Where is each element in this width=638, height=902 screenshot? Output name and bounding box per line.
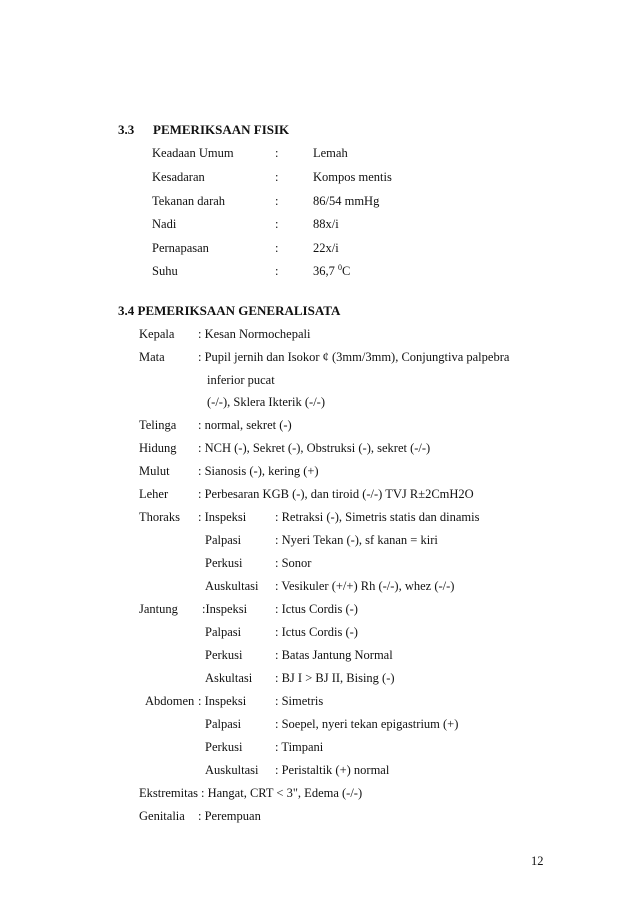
exam-sublabel: Palpasi (205, 717, 242, 731)
exam-sublabel: Palpasi (205, 625, 242, 639)
exam-label: Leher (139, 487, 169, 501)
exam-sublabel: Askultasi (205, 671, 253, 685)
exam-label: Kepala (139, 327, 175, 341)
exam-sublabel: Perkusi (205, 740, 243, 754)
vital-value: 88x/i (313, 217, 339, 231)
exam-value: : Soepel, nyeri tekan epigastrium (+) (275, 717, 459, 731)
vital-label: Kesadaran (152, 170, 205, 184)
exam-label: Mulut (139, 464, 170, 478)
exam-value: : Ictus Cordis (-) (275, 602, 358, 616)
exam-value-continued: inferior pucat (207, 373, 275, 387)
exam-label: Abdomen (145, 694, 195, 708)
exam-value: : Peristaltik (+) normal (275, 763, 390, 777)
exam-value: : Nyeri Tekan (-), sf kanan = kiri (275, 533, 438, 547)
exam-value: : Perempuan (198, 809, 261, 823)
page-number: 12 (531, 854, 544, 868)
exam-value: : Simetris (275, 694, 324, 708)
exam-value: : Sonor (275, 556, 312, 570)
exam-label: Hidung (139, 441, 177, 455)
exam-value: : BJ I > BJ II, Bising (-) (275, 671, 395, 685)
exam-value: : Ictus Cordis (-) (275, 625, 358, 639)
exam-value: : Batas Jantung Normal (275, 648, 393, 662)
section-title-pemeriksaan-generalisata: 3.4 PEMERIKSAAN GENERALISATA (118, 303, 341, 318)
exam-value: : normal, sekret (-) (198, 418, 292, 432)
vital-label: Pernapasan (152, 241, 209, 255)
vital-value-temperature (313, 263, 350, 279)
exam-value: : Pupil jernih dan Isokor ¢ (3mm/3mm), Conjungtiva palpebra (198, 350, 510, 364)
vital-value: 86/54 mmHg (313, 194, 380, 208)
exam-label: Jantung (139, 602, 178, 616)
vital-label: Tekanan darah (152, 194, 226, 208)
exam-label: Genitalia (139, 809, 185, 823)
vital-label: Keadaan Umum (152, 146, 234, 160)
exam-value: : Sianosis (-), kering (+) (198, 464, 319, 478)
exam-value: : Timpani (275, 740, 324, 754)
vital-label: Suhu (152, 264, 178, 278)
exam-label: Ekstremitas (139, 786, 199, 800)
exam-sublabel: : Inspeksi (198, 510, 247, 524)
temperature-unit: C (342, 264, 351, 278)
vital-value: Lemah (313, 146, 348, 160)
exam-sublabel: : Inspeksi (198, 694, 247, 708)
section-title-pemeriksaan-fisik: PEMERIKSAAN FISIK (153, 122, 290, 137)
exam-sublabel: Palpasi (205, 533, 242, 547)
vital-colon: : (275, 194, 279, 208)
exam-label: Mata (139, 350, 165, 364)
vital-colon: : (275, 241, 279, 255)
exam-value-continued: (-/-), Sklera Ikterik (-/-) (207, 395, 325, 409)
exam-value: : NCH (-), Sekret (-), Obstruksi (-), sekret (-/-) (198, 441, 431, 455)
exam-sublabel: Auskultasi (205, 579, 259, 593)
vital-colon: : (275, 217, 279, 231)
exam-sublabel: Perkusi (205, 648, 243, 662)
exam-value: : Kesan Normochepali (198, 327, 311, 341)
exam-sublabel: Perkusi (205, 556, 243, 570)
vital-colon: : (275, 146, 279, 160)
vital-colon: : (275, 170, 279, 184)
vital-label: Nadi (152, 217, 177, 231)
exam-value: : Vesikuler (+/+) Rh (-/-), whez (-/-) (275, 579, 455, 593)
exam-sublabel: :Inspeksi (202, 602, 248, 616)
exam-value: : Retraksi (-), Simetris statis dan dinamis (275, 510, 480, 524)
section-number-3-3: 3.3 (118, 122, 135, 137)
exam-sublabel: Auskultasi (205, 763, 259, 777)
temperature-number: 36,7 (313, 264, 338, 278)
vital-value: 22x/i (313, 241, 339, 255)
exam-label: Telinga (139, 418, 177, 432)
exam-value: : Hangat, CRT < 3", Edema (-/-) (201, 786, 363, 800)
vital-colon: : (275, 264, 279, 278)
temperature-degree-superscript: 0 (338, 262, 342, 272)
exam-value: : Perbesaran KGB (-), dan tiroid (-/-) TVJ R±2CmH2O (198, 487, 474, 501)
exam-label: Thoraks (139, 510, 180, 524)
vital-value: Kompos mentis (313, 170, 392, 184)
